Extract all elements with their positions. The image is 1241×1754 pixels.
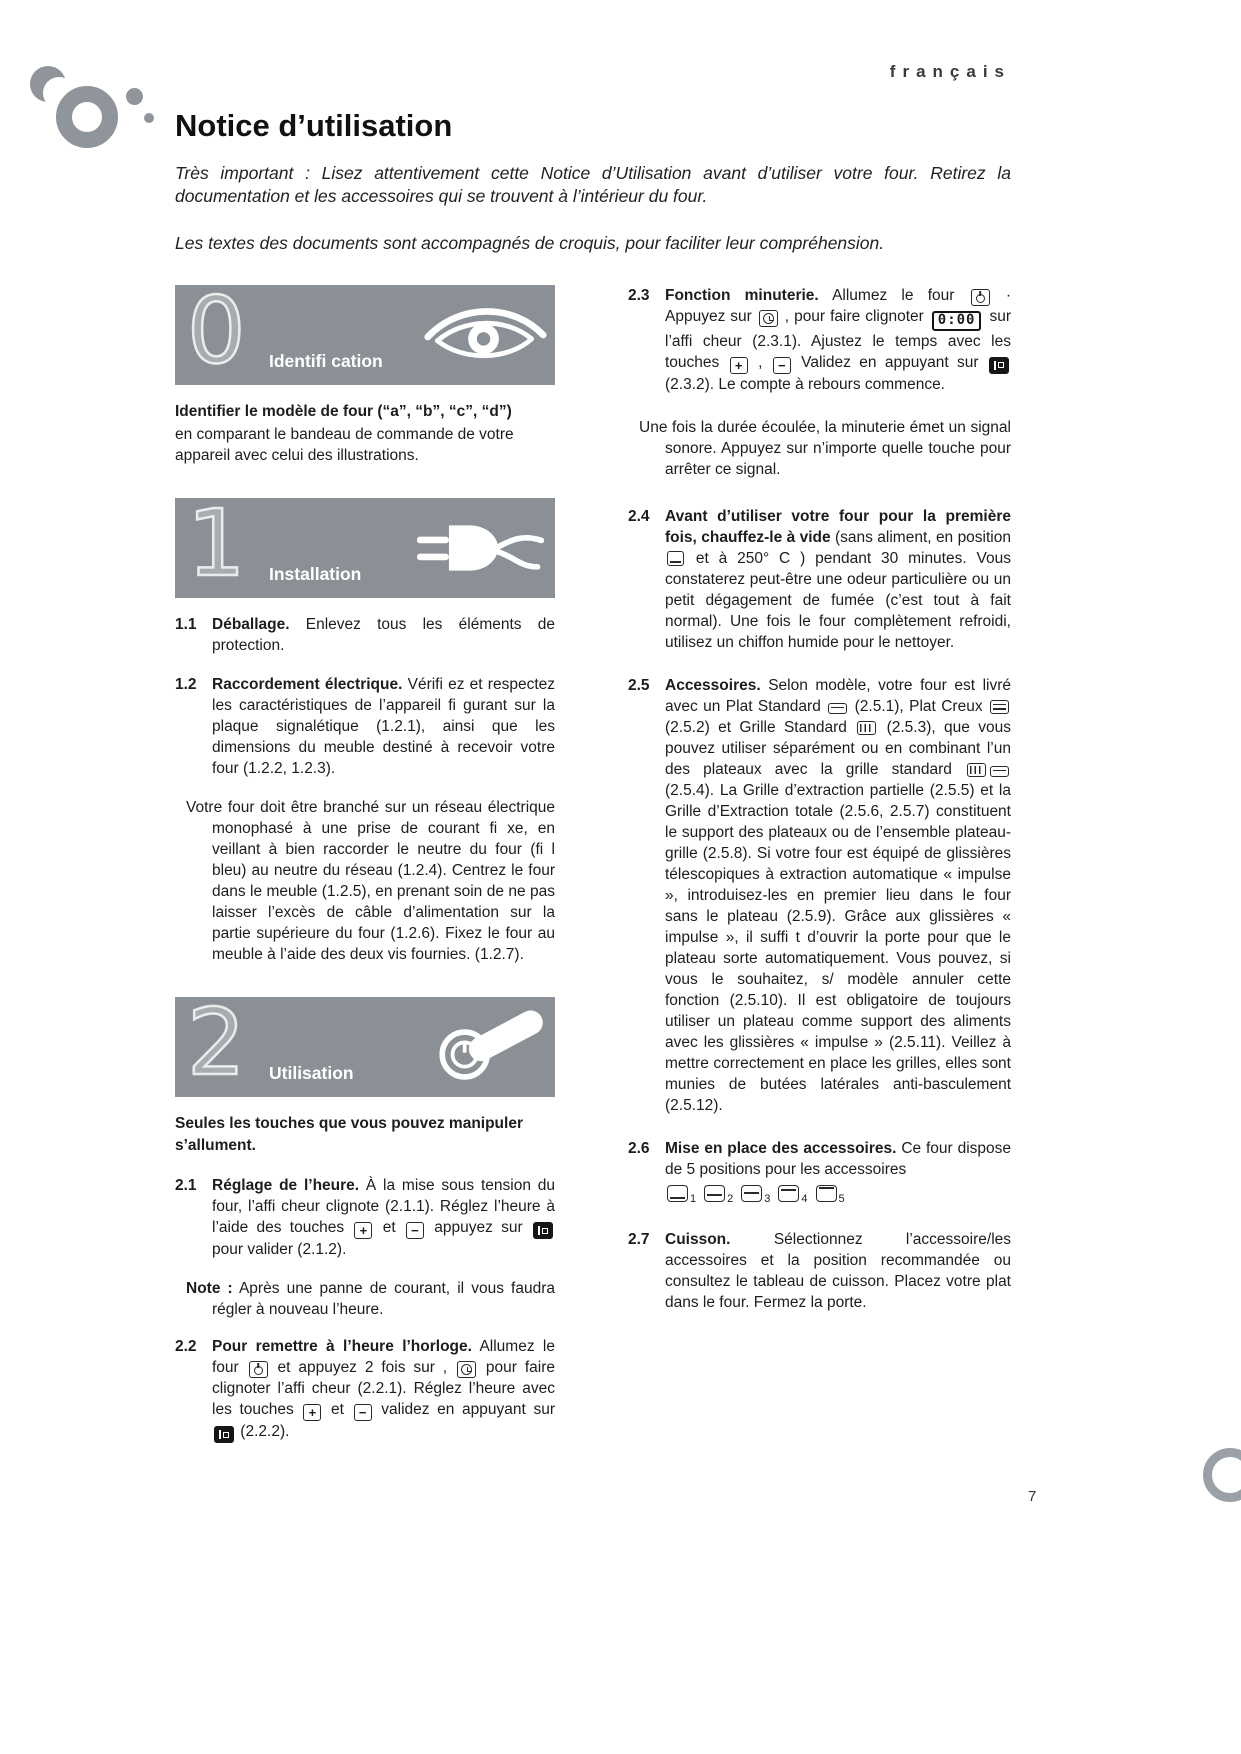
item-number: 2.3 — [628, 287, 650, 304]
item-number: 2.7 — [628, 1230, 650, 1248]
two-column-body — [175, 277, 1012, 1461]
note-paragraph — [175, 1278, 555, 1320]
item-body: Allumez le four et appuyez 2 fois sur , pour faire clignoter l’affi cheur (2.2.1). Réglez l’heure avec les touches + et − validez en appuyant sur (2.2.2). — [212, 1338, 555, 1440]
item-body: Allumez le four · Appuyez sur , pour faire clignoter 0:00 sur l’affi cheur (2.3.1). Ajustez le temps avec les touches + , − Validez en appuyant sur (2.3.2). Le compte à rebours commence. — [665, 287, 1011, 393]
item-title: Cuisson. — [665, 1230, 731, 1248]
tray-key-icon — [990, 766, 1009, 777]
banner-label: Identifi cation — [269, 351, 383, 371]
shelf-key-icon — [667, 551, 684, 566]
banner-number: 2 — [187, 989, 246, 1096]
validate-key-icon — [214, 1426, 234, 1443]
item-body: Selon modèle, votre four est livré avec un Plat Standard (2.5.1), Plat Creux (2.5.2) et Grille Standard (2.5.3), que vous pouvez utiliser séparément ou en combinant l’un des plateaux avec la grille standard (2.5.4). La Grille d’extraction partielle (2.5.5) et la Grille d’Extraction totale (2.5.6, 2.5.7) constituent le support des plateaux ou de l’ensemble plateau-grille (2.5.8). Si votre four est équipé de glissières télescopiques à extraction automatique « impulse », introduisez-les en premier lieu dans le four sans le plateau (2.5.9). Grâce aux glissières « impulse », il suffi t d’ouvrir la porte pour que le plateau sorte automatiquement. Vous pouvez, si vous le souhaitez, s/ modèle annuler cette fonction (2.5.10). Il est obligatoire de toujours utiliser un plateau comme support des aliments avec les glissières « impulse » (2.5.11). Veillez à mettre correctement en place les grilles, elles sont munies de butées latérales anti-basculement (2.5.12). — [665, 676, 1012, 1114]
item-text — [212, 1175, 555, 1260]
pos1-key-icon — [667, 1185, 688, 1202]
note-text: Note : Après une panne de courant, il vous faudra régler à nouveau l’heure. — [186, 1280, 555, 1318]
timer-end-paragraph: Une fois la durée écoulée, la minuterie émet un signal sonore. Appuyez sur n’importe quelle touche pour arrêter ce signal. — [639, 418, 1011, 478]
logo-ring — [56, 86, 118, 148]
item-text — [212, 614, 555, 656]
brand-logo — [26, 66, 176, 166]
section-2-4 — [628, 506, 1011, 653]
item-title: Mise en place des accessoires. — [665, 1139, 897, 1157]
grill-key-icon — [857, 721, 876, 735]
banner-label: Installation — [269, 564, 362, 584]
section-2-2 — [175, 1336, 555, 1443]
right-column — [628, 285, 1011, 1331]
item-number: 1.1 — [175, 616, 197, 633]
item-number: 2.5 — [628, 676, 650, 694]
position-number: 5 — [838, 1192, 845, 1205]
page-number: 7 — [1028, 1488, 1037, 1505]
clock-key-icon — [457, 1361, 476, 1378]
item-text — [212, 1336, 555, 1443]
item-text — [212, 674, 555, 779]
section-1-2 — [175, 674, 555, 779]
minus-key-icon: − — [354, 1404, 372, 1421]
usage-lead: Seules les touches que vous pouvez manipuler s’allument. — [175, 1115, 523, 1154]
identification-body: en comparant le bandeau de commande de votre appareil avec celui des illustrations. — [175, 426, 514, 464]
position-number: 2 — [727, 1192, 734, 1205]
plus-key-icon: + — [730, 357, 748, 374]
item-body: À la mise sous tension du four, l’affi cheur clignote (2.1.1). Réglez l’heure à l’aide des touches + et − appuyez sur pour valider (2.1.2). — [212, 1177, 555, 1258]
section-2-5 — [628, 675, 1011, 1116]
item-body: Enlevez tous les éléments de protection. — [212, 616, 555, 654]
power-key-icon — [971, 289, 990, 306]
minus-key-icon: − — [773, 357, 791, 374]
intro-important: Très important : Lisez attentivement cette Notice d’Utilisation avant d’utiliser votre four. Retirez la documentation et les accessoires qui se trouvent à l’intérieur du four. — [175, 163, 1011, 206]
item-body: Sélectionnez l’accessoire/les accessoires et la position recommandée ou consultez le tableau de cuisson. Placez votre plat dans le four. Fermez la porte. — [665, 1230, 1012, 1311]
pos4-key-icon — [778, 1185, 799, 1202]
logo-dot-large — [126, 88, 143, 105]
item-text — [665, 1229, 1011, 1313]
banner-label: Utilisation — [269, 1063, 354, 1083]
clock-key-icon — [759, 310, 778, 327]
validate-key-icon — [533, 1222, 553, 1239]
position-number: 1 — [690, 1192, 697, 1205]
item-title: Pour remettre à l’heure l’horloge. — [212, 1338, 472, 1355]
bold-text: Note : — [186, 1280, 233, 1297]
left-column — [175, 277, 556, 1461]
power-key-icon — [249, 1361, 268, 1378]
section-2-7 — [628, 1229, 1011, 1313]
item-number: 2.1 — [175, 1177, 197, 1194]
minus-key-icon: − — [406, 1222, 424, 1239]
logo-dot-small — [144, 113, 154, 123]
decorative-edge-ring — [1203, 1448, 1241, 1502]
grill-key-icon — [967, 763, 986, 777]
item-title: Fonction minuterie. — [665, 287, 819, 304]
banner-utilisation — [175, 989, 555, 1097]
tray-key-icon — [828, 703, 847, 714]
section-1-1 — [175, 614, 555, 656]
item-number: 1.2 — [175, 676, 197, 693]
banner-identification — [175, 277, 555, 385]
validate-key-icon — [989, 357, 1009, 374]
banner-number: 1 — [187, 490, 246, 597]
item-body: (sans aliment, en position et à 250° C ) pendant 30 minutes. Vous constaterez peut-être une odeur particulière ou un petit dégagement de fumée (c’est tout à fait normal). Une fois le four complètement refroidi, utilisez un chiffon humide pour le nettoyer. — [665, 528, 1011, 651]
item-text — [665, 506, 1011, 653]
banner-installation — [175, 490, 555, 598]
installation-paragraph: Votre four doit être branché sur un réseau électrique monophasé à une prise de courant fi xe, en veillant à bien raccorder le neutre du four (fi l bleu) au neutre du réseau (1.2.4). Centrez le four dans le meuble (1.2.5), en prenant soin de ne pas laisser l’excès de câble d’alimentation sur la partie supérieure du four (1.2.6). Fixez le four au meuble à l’aide des deux vis fournies. (1.2.7). — [186, 799, 555, 963]
tray-deep-key-icon — [990, 700, 1009, 714]
item-text — [665, 1138, 1011, 1207]
display-key-icon: 0:00 — [932, 311, 982, 331]
section-2-3 — [628, 285, 1011, 395]
item-title: Réglage de l’heure. — [212, 1177, 360, 1194]
section-2-1 — [175, 1175, 555, 1260]
identification-heading: Identifier le modèle de four (“a”, “b”, “c”, “d”) — [175, 403, 512, 420]
item-text — [665, 285, 1011, 395]
pos5-key-icon — [816, 1185, 837, 1202]
pos2-key-icon — [704, 1185, 725, 1202]
plus-key-icon: + — [354, 1222, 372, 1239]
item-body: Vérifi ez et respectez les caractéristiques de l’appareil fi gurant sur la plaque signalétique (1.2.1), ainsi que les dimensions du meuble destiné à recevoir votre four (1.2.2, 1.2.3). — [212, 676, 556, 777]
page-title: Notice d’utilisation — [175, 108, 453, 143]
item-number: 2.2 — [175, 1338, 197, 1355]
plug-illustration — [415, 508, 547, 588]
item-title: Raccordement électrique. — [212, 676, 403, 693]
button-press-illustration — [431, 1007, 547, 1087]
pos3-key-icon — [741, 1185, 762, 1202]
eye-illustration — [422, 295, 547, 375]
item-body: Ce four dispose de 5 positions pour les accessoires $_1$ $_2$ $_3$ $_4$ $_5$ — [665, 1139, 1011, 1205]
plus-key-icon: + — [303, 1404, 321, 1421]
page-content — [175, 0, 1011, 1461]
banner-number: 0 — [187, 277, 246, 384]
item-title: Déballage. — [212, 616, 290, 633]
position-number: 3 — [764, 1192, 771, 1205]
item-text — [665, 675, 1011, 1116]
section-2-6 — [628, 1138, 1011, 1207]
item-title: Accessoires. — [665, 676, 761, 694]
item-number: 2.4 — [628, 507, 650, 525]
position-number: 4 — [801, 1192, 808, 1205]
language-label: français — [889, 62, 1011, 81]
item-title: Avant d’utiliser votre four pour la première fois, chauffez-le à vide — [665, 507, 1011, 546]
intro-croquis: Les textes des documents sont accompagnés de croquis, pour faciliter leur compréhension. — [175, 233, 885, 253]
item-number: 2.6 — [628, 1139, 650, 1157]
